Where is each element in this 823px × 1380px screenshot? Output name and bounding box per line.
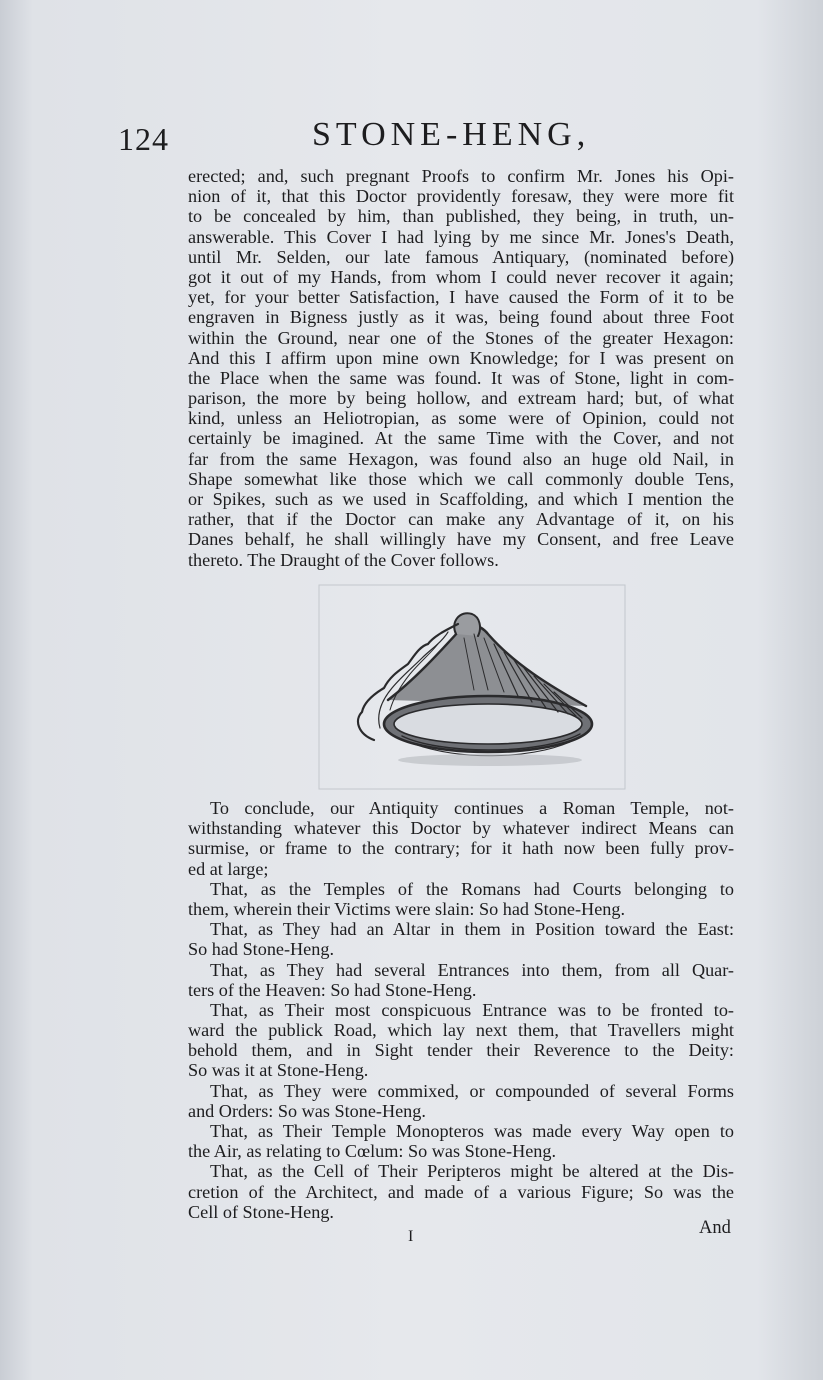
text-line: nion of it, that this Doctor providently foresaw, they were more fit — [188, 186, 734, 207]
paragraph-conclusion — [188, 798, 734, 1222]
text-line: kind, unless an Heliotropian, as some were of Opinion, could not — [188, 408, 734, 429]
text-line: That, as They had an Altar in them in Position toward the East: — [210, 919, 734, 940]
text-line: ters of the Heaven: So had Stone-Heng. — [188, 979, 477, 1000]
text-line: surmise, or frame to the contrary; for it hath now been fully prov- — [188, 838, 734, 859]
text-line: ward the publick Road, which lay next them, that Travellers might — [188, 1020, 734, 1041]
text-line: rather, that if the Doctor can make any Advantage of it, on his — [188, 509, 734, 530]
text-line: them, wherein their Victims were slain: So had Stone-Heng. — [188, 898, 625, 919]
text-line: That, as the Temples of the Romans had Courts belonging to — [210, 878, 734, 899]
text-line: So was it at Stone-Heng. — [188, 1060, 369, 1081]
text-line: ed at large; — [188, 858, 269, 879]
text-line: That, as Their Temple Monopteros was made every Way open to — [210, 1121, 734, 1141]
text-line: parison, the more by being hollow, and extream hard; but, of what — [188, 388, 734, 409]
text-line: withstanding whatever this Doctor by whatever indirect Means can — [188, 818, 734, 839]
text-line: until Mr. Selden, our late famous Antiquary, (nominated before) — [188, 246, 734, 267]
text-line: or Spikes, such as we used in Scaffolding, and which I mention the — [188, 489, 734, 509]
text-line: Cell of Stone-Heng. — [188, 1201, 334, 1222]
text-line: Danes behalf, he shall willingly have my Consent, and free Leave — [188, 529, 734, 550]
text-line: cretion of the Architect, and made of a various Figure; So was the — [188, 1181, 734, 1202]
text-line: erected; and, such pregnant Proofs to confirm Mr. Jones his Opi- — [188, 166, 734, 186]
text-line: To conclude, our Antiquity continues a Roman Temple, not- — [210, 798, 734, 818]
text-line: So had Stone-Heng. — [188, 939, 334, 960]
stone-cover-engraving — [318, 584, 626, 790]
text-line: certainly be imagined. At the same Time with the Cover, and not — [188, 428, 734, 449]
text-line: engraven in Bigness justly as it was, being found about three Foot — [188, 307, 734, 328]
paragraph-cover-account — [188, 166, 734, 570]
text-line: yet, for your better Satisfaction, I have caused the Form of it to be — [188, 287, 734, 308]
page-number: 124 — [118, 121, 169, 157]
text-line: answerable. This Cover I had lying by me since Mr. Jones's Death, — [188, 226, 734, 247]
text-line: behold them, and in Sight tender their Reverence to the Deity: — [188, 1040, 734, 1061]
catchword: And — [699, 1218, 731, 1238]
text-line: the Air, as relating to Cœlum: So was Stone-Heng. — [188, 1141, 557, 1162]
running-title: STONE-HENG, — [312, 116, 591, 153]
text-line: to be concealed by him, than published, they being, in truth, un- — [188, 206, 734, 227]
signature-mark: I — [408, 1228, 414, 1245]
text-line: the Place when the same was found. It was of Stone, light in com- — [188, 367, 734, 388]
text-line: Shape somewhat like those which we call commonly double Tens, — [188, 468, 734, 489]
text-line: and Orders: So was Stone-Heng. — [188, 1100, 426, 1121]
text-line: far from the same Hexagon, was found also an huge old Nail, in — [188, 448, 734, 469]
text-line: thereto. The Draught of the Cover follows. — [188, 549, 499, 570]
text-line: That, as Their most conspicuous Entrance was to be fronted to- — [210, 999, 734, 1020]
text-line: That, as They were commixed, or compounded of several Forms — [210, 1080, 734, 1101]
text-line: That, as They had several Entrances into them, from all Quar- — [210, 959, 734, 980]
text-line: got it out of my Hands, from whom I could never recover it again; — [188, 266, 734, 287]
text-line: within the Ground, near one of the Stones of the greater Hexagon: — [188, 327, 734, 348]
text-line: And this I affirm upon mine own Knowledge; for I was present on — [188, 347, 734, 368]
text-line: That, as the Cell of Their Peripteros might be altered at the Dis- — [210, 1161, 734, 1182]
